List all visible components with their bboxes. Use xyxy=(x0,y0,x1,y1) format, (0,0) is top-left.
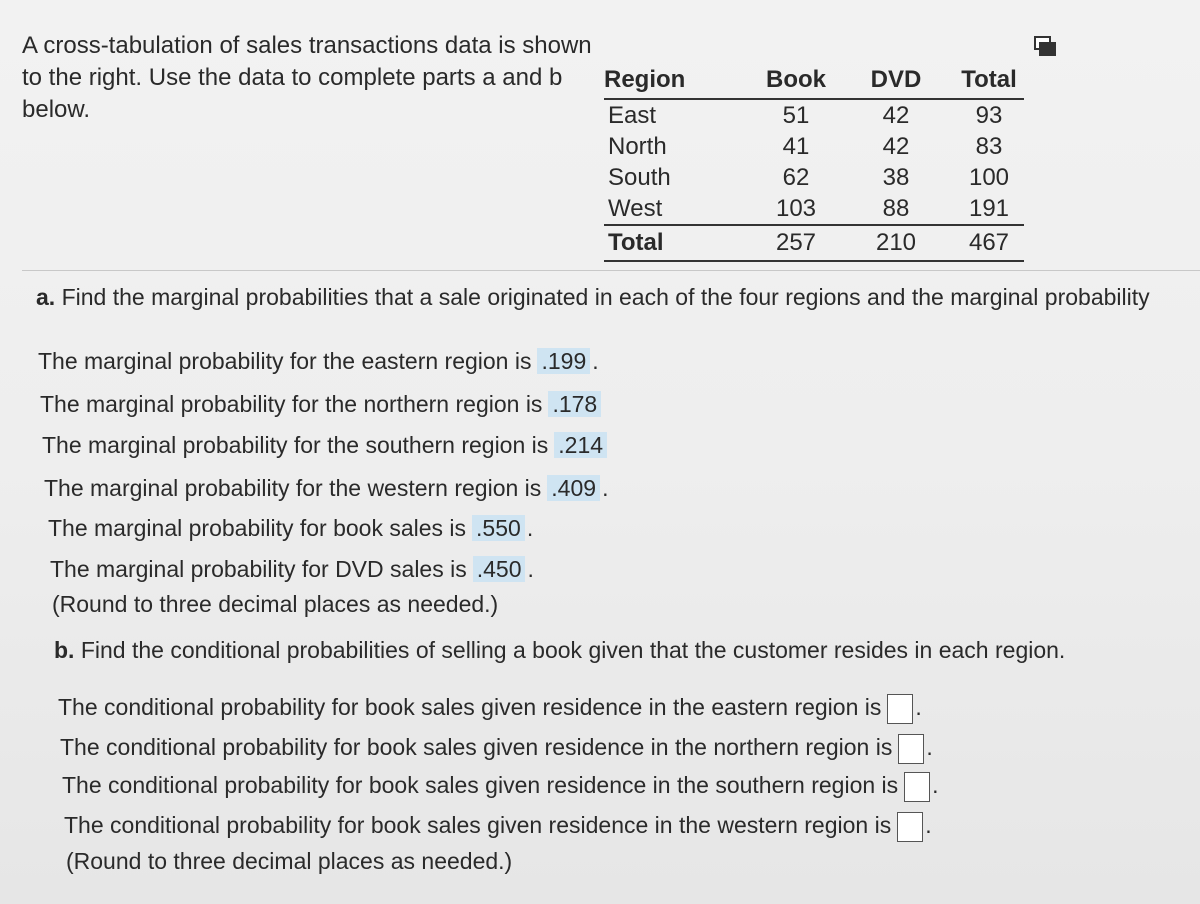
answer-line-text: The marginal probability for book sales is xyxy=(48,515,467,541)
row-label: East xyxy=(608,101,657,129)
cell-book: 62 xyxy=(782,163,810,191)
answer-line: The marginal probability for DVD sales is .450 . xyxy=(50,556,534,582)
col-header-region: Region xyxy=(604,66,686,93)
answer-line-text: The marginal probability for the western region is xyxy=(44,475,542,501)
cell-dvd: 210 xyxy=(875,229,917,256)
copy-icon[interactable] xyxy=(1034,36,1056,56)
answer-line: The conditional probability for book sales given residence in the southern region is . xyxy=(62,772,939,802)
cell-total: 467 xyxy=(968,229,1010,256)
answer-line-text: The conditional probability for book sales given residence in the eastern region is xyxy=(58,694,882,721)
row-label: North xyxy=(608,132,667,160)
cell-dvd: 42 xyxy=(882,132,910,160)
cross-tab-table xyxy=(604,62,1024,262)
table-header-row xyxy=(604,62,1024,99)
table-row xyxy=(604,193,1024,225)
answer-field-book[interactable]: .550 xyxy=(472,515,525,541)
answer-line xyxy=(42,432,607,459)
answer-line-text: The marginal probability for the eastern region is xyxy=(38,348,532,374)
part-a-label: a. xyxy=(36,284,56,310)
answer-line: The marginal probability for the western region is .409 . xyxy=(44,475,609,501)
answer-line-text: The marginal probability for the southern region is xyxy=(42,432,549,458)
answer-line: The marginal probability for book sales is .550 . xyxy=(48,515,534,541)
answer-line-text: The marginal probability for DVD sales is xyxy=(50,556,467,582)
answer-line: The marginal probability for the eastern region is .199 . xyxy=(38,348,599,374)
answer-box-east[interactable] xyxy=(887,694,913,724)
rounding-note: (Round to three decimal places as needed.) xyxy=(66,848,513,874)
cell-total: 93 xyxy=(975,101,1003,129)
answer-field-east[interactable]: .199 xyxy=(537,348,590,374)
cell-total: 100 xyxy=(968,163,1010,191)
row-label: West xyxy=(608,194,663,222)
table-row xyxy=(604,131,1024,162)
cell-dvd: 42 xyxy=(882,101,910,129)
part-a-question xyxy=(36,284,1150,311)
answer-line-text: The conditional probability for book sales given residence in the western region is xyxy=(64,812,892,839)
cell-total: 191 xyxy=(968,194,1010,222)
row-label: Total xyxy=(608,229,664,256)
answer-field-south[interactable]: .214 xyxy=(554,432,607,458)
part-b-question xyxy=(54,637,1065,664)
table-row xyxy=(604,99,1024,131)
answer-field-dvd[interactable]: .450 xyxy=(473,556,526,582)
answer-box-south[interactable] xyxy=(904,772,930,802)
answer-line: The conditional probability for book sales given residence in the northern region is . xyxy=(60,734,933,764)
intro-text: A cross-tabulation of sales transactions data is shown to the right. Use the data to complete parts a and b below. xyxy=(22,32,592,123)
cell-book: 257 xyxy=(775,229,817,256)
cell-dvd: 88 xyxy=(882,194,910,222)
answer-line-text: The conditional probability for book sales given residence in the northern region is xyxy=(60,734,893,761)
cell-book: 103 xyxy=(775,194,817,222)
answer-box-north[interactable] xyxy=(898,734,924,764)
answer-line: The conditional probability for book sales given residence in the eastern region is . xyxy=(58,694,922,724)
answer-box-west[interactable] xyxy=(897,812,923,842)
col-header-total: Total xyxy=(961,66,1017,93)
answer-field-west[interactable]: .409 xyxy=(547,475,600,501)
table-row xyxy=(604,162,1024,193)
cell-book: 41 xyxy=(782,132,810,160)
table-total-row xyxy=(604,225,1024,261)
part-b-question-text: Find the conditional probabilities of selling a book given that the customer resides in each region. xyxy=(80,637,1066,663)
answer-line xyxy=(40,391,601,418)
cell-dvd: 38 xyxy=(882,163,910,191)
section-divider xyxy=(22,270,1200,271)
part-a-question-text: Find the marginal probabilities that a sale originated in each of the four regions and the marginal probability xyxy=(61,284,1150,310)
col-header-book: Book xyxy=(766,66,826,93)
cell-book: 51 xyxy=(782,101,810,129)
answer-line-text: The conditional probability for book sales given residence in the southern region is xyxy=(62,772,899,799)
part-b-label: b. xyxy=(54,637,75,663)
answer-line-text: The marginal probability for the northern region is xyxy=(40,391,543,417)
answer-line: The conditional probability for book sales given residence in the western region is . xyxy=(64,812,932,842)
col-header-dvd: DVD xyxy=(870,66,922,93)
cell-total: 83 xyxy=(975,132,1003,160)
rounding-note: (Round to three decimal places as needed.) xyxy=(52,591,499,617)
row-label: South xyxy=(608,163,671,191)
answer-field-north[interactable]: .178 xyxy=(548,391,601,417)
